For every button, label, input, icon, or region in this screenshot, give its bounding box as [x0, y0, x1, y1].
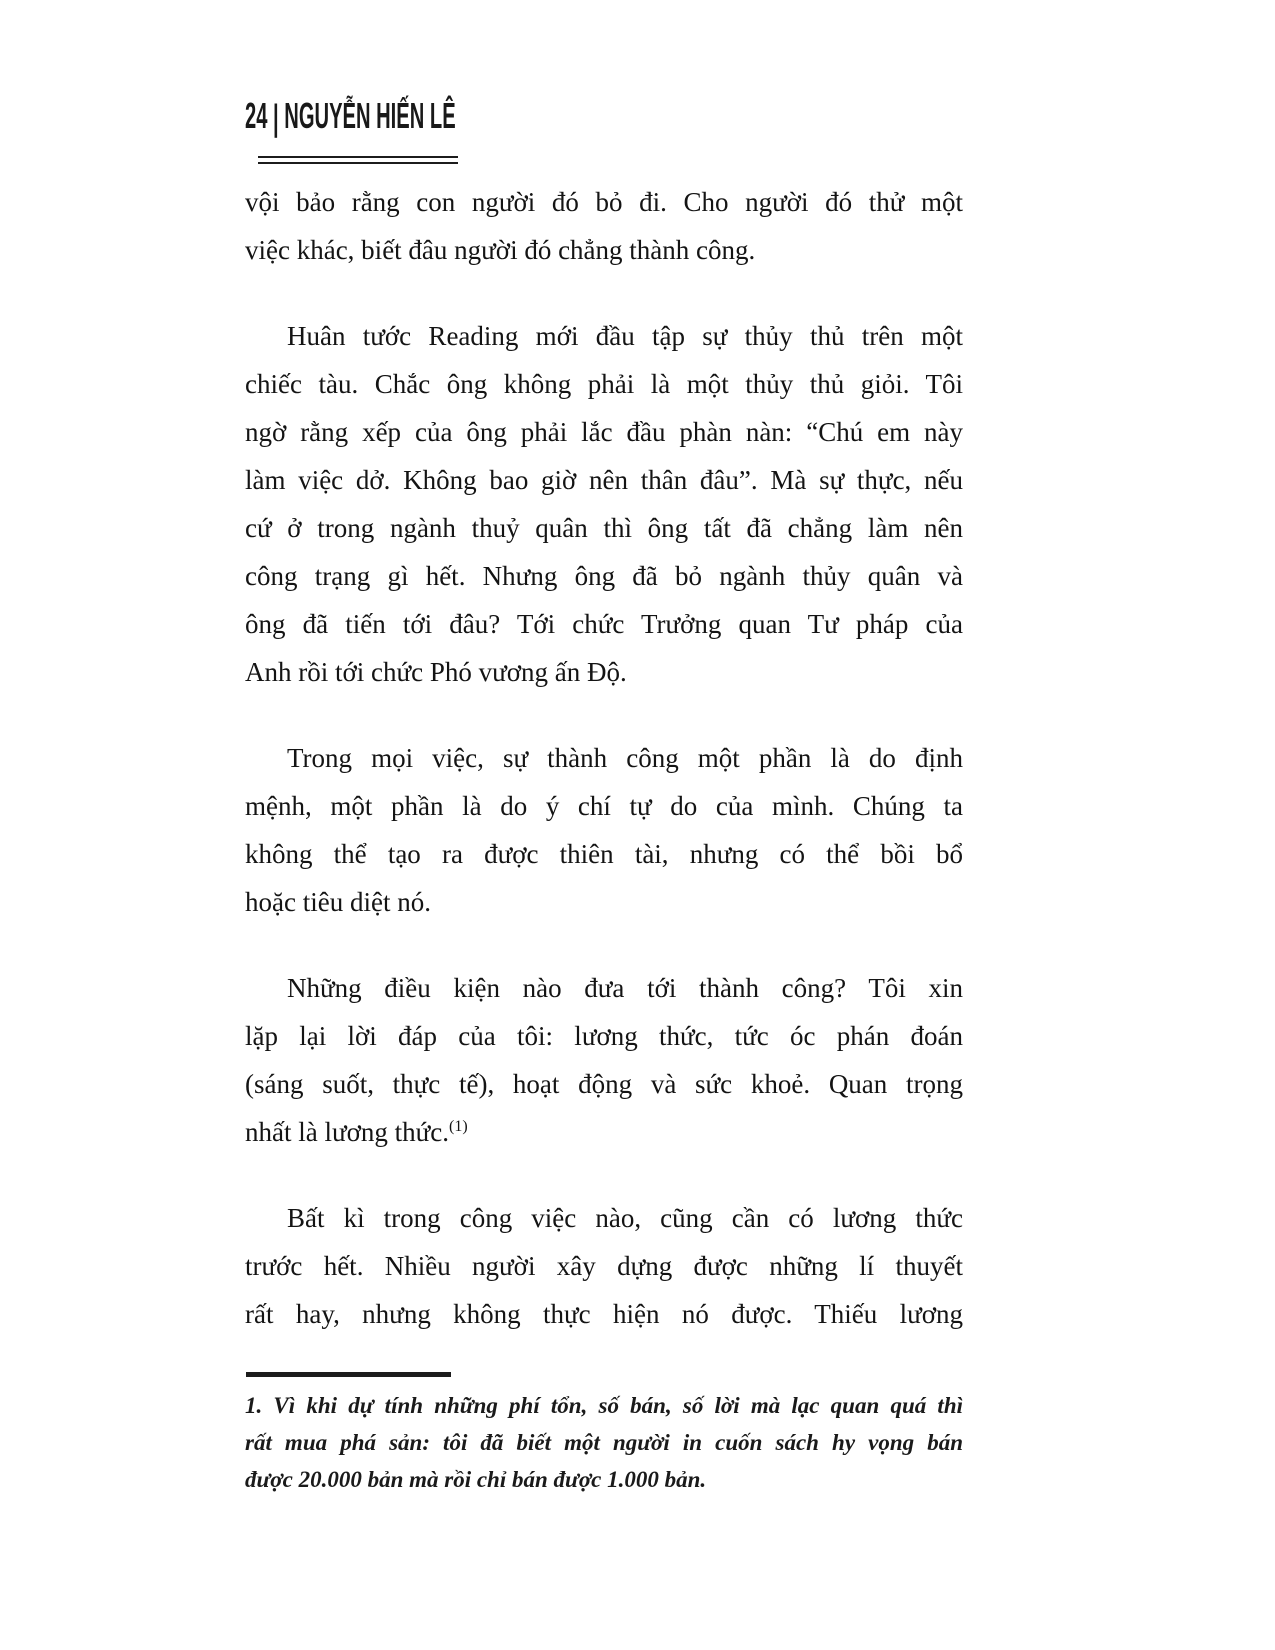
paragraph: [245, 964, 963, 1156]
text-line: (sáng suốt, thực tế), hoạt động và sức khoẻ. Quan trọng: [245, 1069, 963, 1099]
text-line: mệnh, một phần là do ý chí tự do của mình. Chúng ta: [245, 791, 963, 821]
text-line: Huân tước Reading mới đầu tập sự thủy thủ trên một: [287, 321, 963, 351]
text-line: vội bảo rằng con người đó bỏ đi. Cho người đó thử một: [245, 187, 963, 217]
text-line: rất hay, nhưng không thực hiện nó được. Thiếu lương: [245, 1299, 963, 1329]
author-name: NGUYỄN HIẾN LÊ: [284, 95, 456, 136]
text-line: 1. Vì khi dự tính những phí tổn, số bán, số lời mà lạc quan quá thì: [245, 1393, 963, 1418]
text-line: làm việc dở. Không bao giờ nên thân đâu”. Mà sự thực, nếu: [245, 465, 963, 495]
text-line: công trạng gì hết. Nhưng ông đã bỏ ngành thủy quân và: [245, 561, 963, 591]
text-line: không thể tạo ra được thiên tài, nhưng có thể bồi bổ: [245, 839, 963, 869]
footnote: [245, 1387, 963, 1498]
footnote-marker: (1): [449, 1118, 468, 1135]
text-line: hoặc tiêu diệt nó.: [245, 887, 431, 917]
text-line: ông đã tiến tới đâu? Tới chức Trưởng quan Tư pháp của: [245, 609, 963, 639]
text-line: cứ ở trong ngành thuỷ quân thì ông tất đã chẳng làm nên: [245, 513, 963, 543]
text-line: Bất kì trong công việc nào, cũng cần có lương thức: [287, 1203, 963, 1233]
text-line: rất mua phá sản: tôi đã biết một người in cuốn sách hy vọng bán: [245, 1430, 963, 1455]
text-line: Trong mọi việc, sự thành công một phần là do định: [287, 743, 963, 773]
footnote-rule: [246, 1372, 451, 1377]
text-line: chiếc tàu. Chắc ông không phải là một thủy thủ giỏi. Tôi: [245, 369, 963, 399]
body-text: [245, 178, 963, 1376]
text-line: nhất là lương thức.$^{(1)}$: [245, 1117, 468, 1147]
paragraph: [245, 734, 963, 926]
text-line: lặp lại lời đáp của tôi: lương thức, tức óc phán đoán: [245, 1021, 963, 1051]
text-line: ngờ rằng xếp của ông phải lắc đầu phàn nàn: “Chú em này: [245, 417, 963, 447]
text-line: việc khác, biết đâu người đó chẳng thành công.: [245, 235, 756, 265]
text-line: được 20.000 bản mà rồi chỉ bán được 1.000 bản.: [245, 1467, 707, 1492]
page-number: 24: [245, 95, 268, 136]
running-header: [245, 95, 645, 138]
text-line: Anh rồi tới chức Phó vương ấn Độ.: [245, 657, 627, 687]
paragraph: [245, 178, 963, 274]
text-line: Những điều kiện nào đưa tới thành công? Tôi xin: [287, 973, 963, 1003]
header-double-rule: [258, 156, 458, 164]
header-separator: |: [273, 97, 279, 138]
paragraph: [245, 312, 963, 696]
text-line: trước hết. Nhiều người xây dựng được những lí thuyết: [245, 1251, 963, 1281]
paragraph: [245, 1194, 963, 1338]
